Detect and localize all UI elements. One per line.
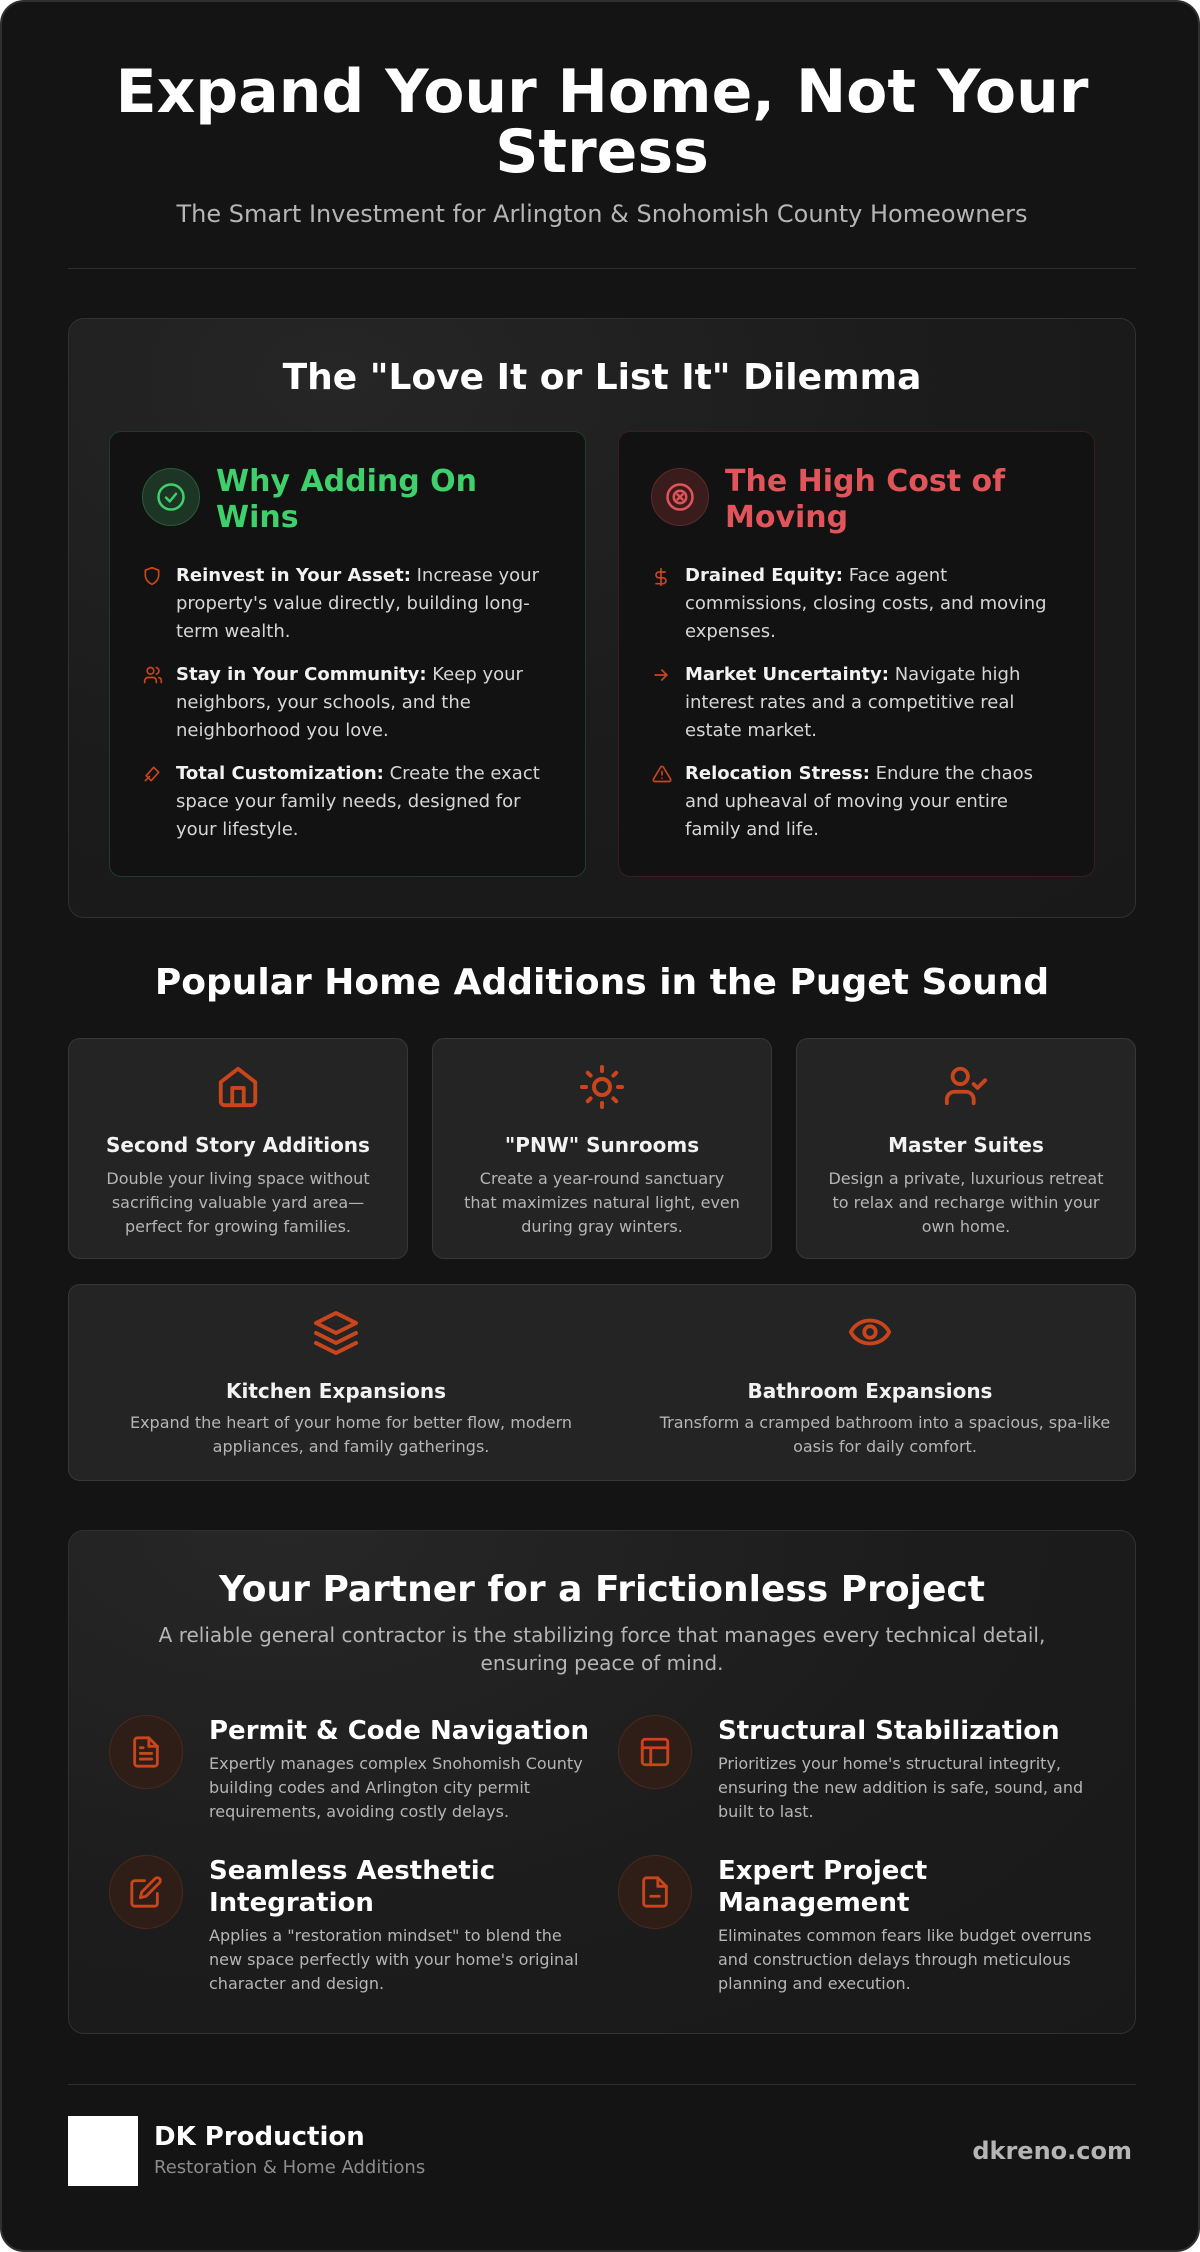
x-circle-icon	[651, 468, 709, 526]
user-check-icon	[797, 1063, 1135, 1113]
card-title: Kitchen Expansions	[225, 1379, 447, 1403]
list-item	[651, 661, 1062, 745]
feature-text: Applies a "restoration mindset" to blend the new space perfectly with your home's original character and design.	[209, 1926, 579, 1993]
point-heading: Total Customization:	[176, 763, 384, 784]
point-text: Navigate high interest rates and a competitive real estate market.	[685, 664, 1021, 741]
house-icon	[69, 1063, 407, 1113]
layout-icon	[618, 1715, 692, 1789]
arrow-right-icon	[651, 661, 685, 685]
point-heading: Relocation Stress:	[685, 763, 870, 784]
feature-title: Expert Project Management	[718, 1856, 928, 1918]
card-master-suites	[796, 1038, 1136, 1259]
point-text: Endure the chaos and upheaval of moving your entire family and life.	[685, 763, 1034, 840]
point-heading: Stay in Your Community:	[176, 664, 427, 685]
file-minus-icon	[618, 1855, 692, 1929]
list-item	[651, 760, 1062, 844]
feature-title: Structural Stabilization	[718, 1716, 1060, 1746]
page-subtitle: The Smart Investment for Arlington & Snohomish County Homeowners	[176, 200, 1028, 228]
feature-structural	[618, 1715, 1098, 1824]
partner-section	[68, 1530, 1136, 2034]
feature-title: Permit & Code Navigation	[209, 1716, 589, 1746]
feature-project-management	[618, 1855, 1098, 1996]
dollar-icon	[651, 562, 685, 588]
shield-icon	[142, 562, 176, 586]
point-text: Face agent commissions, closing costs, and moving expenses.	[685, 565, 1047, 642]
win-title: Why Adding On Wins	[216, 464, 478, 535]
point-heading: Reinvest in Your Asset:	[176, 565, 411, 586]
card-bathroom	[603, 1285, 1137, 1480]
edit-icon	[109, 1855, 183, 1929]
additions-title: Popular Home Additions in the Puget Sound	[154, 962, 1050, 1003]
point-text: Keep your neighbors, your schools, and the neighborhood you love.	[176, 664, 523, 741]
card-wide	[68, 1284, 1136, 1481]
feature-text: Eliminates common fears like budget overruns and construction delays through meticulous planning and execution.	[718, 1926, 1092, 1993]
list-item	[142, 661, 553, 745]
lose-title: The High Cost of Moving	[725, 464, 1006, 535]
card-text: Design a private, luxurious retreat to relax and recharge within your own home.	[828, 1169, 1104, 1236]
partner-title: Your Partner for a Frictionless Project	[219, 1569, 985, 1610]
website-link[interactable]: dkreno.com	[972, 2137, 1132, 2165]
brand-tagline: Restoration & Home Additions	[154, 2157, 426, 2178]
users-icon	[142, 661, 176, 685]
card-text: Transform a cramped bathroom into a spacious, spa-like oasis for daily comfort.	[659, 1413, 1111, 1456]
card-title: "PNW" Sunrooms	[504, 1133, 700, 1157]
logo	[68, 2116, 138, 2186]
point-heading: Market Uncertainty:	[685, 664, 889, 685]
feature-text: Expertly manages complex Snohomish County building codes and Arlington city permit requirements, avoiding costly delays.	[209, 1754, 583, 1821]
card-title: Bathroom Expansions	[747, 1379, 993, 1403]
document-icon	[109, 1715, 183, 1789]
card-sunrooms	[432, 1038, 772, 1259]
point-text: Increase your property's value directly, building long-term wealth.	[176, 565, 539, 642]
card-text: Double your living space without sacrificing valuable yard area—perfect for growing families.	[106, 1169, 370, 1236]
feature-permit	[109, 1715, 589, 1824]
dilemma-title: The "Love It or List It" Dilemma	[282, 357, 922, 398]
card-title: Second Story Additions	[106, 1133, 370, 1157]
point-heading: Drained Equity:	[685, 565, 844, 586]
hero	[68, 57, 1136, 228]
dilemma-section	[68, 318, 1136, 918]
brand-name: DK Production	[154, 2122, 365, 2152]
feature-text: Prioritizes your home's structural integrity, ensuring the new addition is safe, sound, and built to last.	[718, 1754, 1084, 1821]
card-title: Master Suites	[888, 1133, 1044, 1157]
card-text: Expand the heart of your home for better flow, modern appliances, and family gatherings.	[129, 1413, 573, 1456]
check-circle-icon	[142, 468, 200, 526]
high-cost-of-moving-card	[618, 431, 1095, 877]
list-item	[142, 760, 553, 844]
partner-lead: A reliable general contractor is the stabilizing force that manages every technical detail, ensuring peace of mind.	[158, 1623, 1046, 1675]
bath-icon	[603, 1309, 1137, 1359]
layers-icon	[69, 1309, 603, 1359]
feature-aesthetic	[109, 1855, 589, 1996]
card-text: Create a year-round sanctuary that maximizes natural light, even during gray winters.	[464, 1169, 740, 1236]
card-second-story	[68, 1038, 408, 1259]
feature-title: Seamless Aesthetic Integration	[209, 1856, 496, 1918]
divider	[68, 268, 1136, 269]
list-item	[651, 562, 1062, 646]
warning-icon	[651, 760, 685, 784]
why-adding-on-wins-card	[109, 431, 586, 877]
list-item	[142, 562, 553, 646]
diamond-tool-icon	[142, 760, 176, 784]
sun-icon	[433, 1063, 771, 1113]
page-title: Expand Your Home, Not Your Stress	[115, 57, 1089, 187]
divider	[68, 2084, 1136, 2085]
point-text: Create the exact space your family needs, designed for your lifestyle.	[176, 763, 540, 840]
card-kitchen	[69, 1285, 603, 1480]
